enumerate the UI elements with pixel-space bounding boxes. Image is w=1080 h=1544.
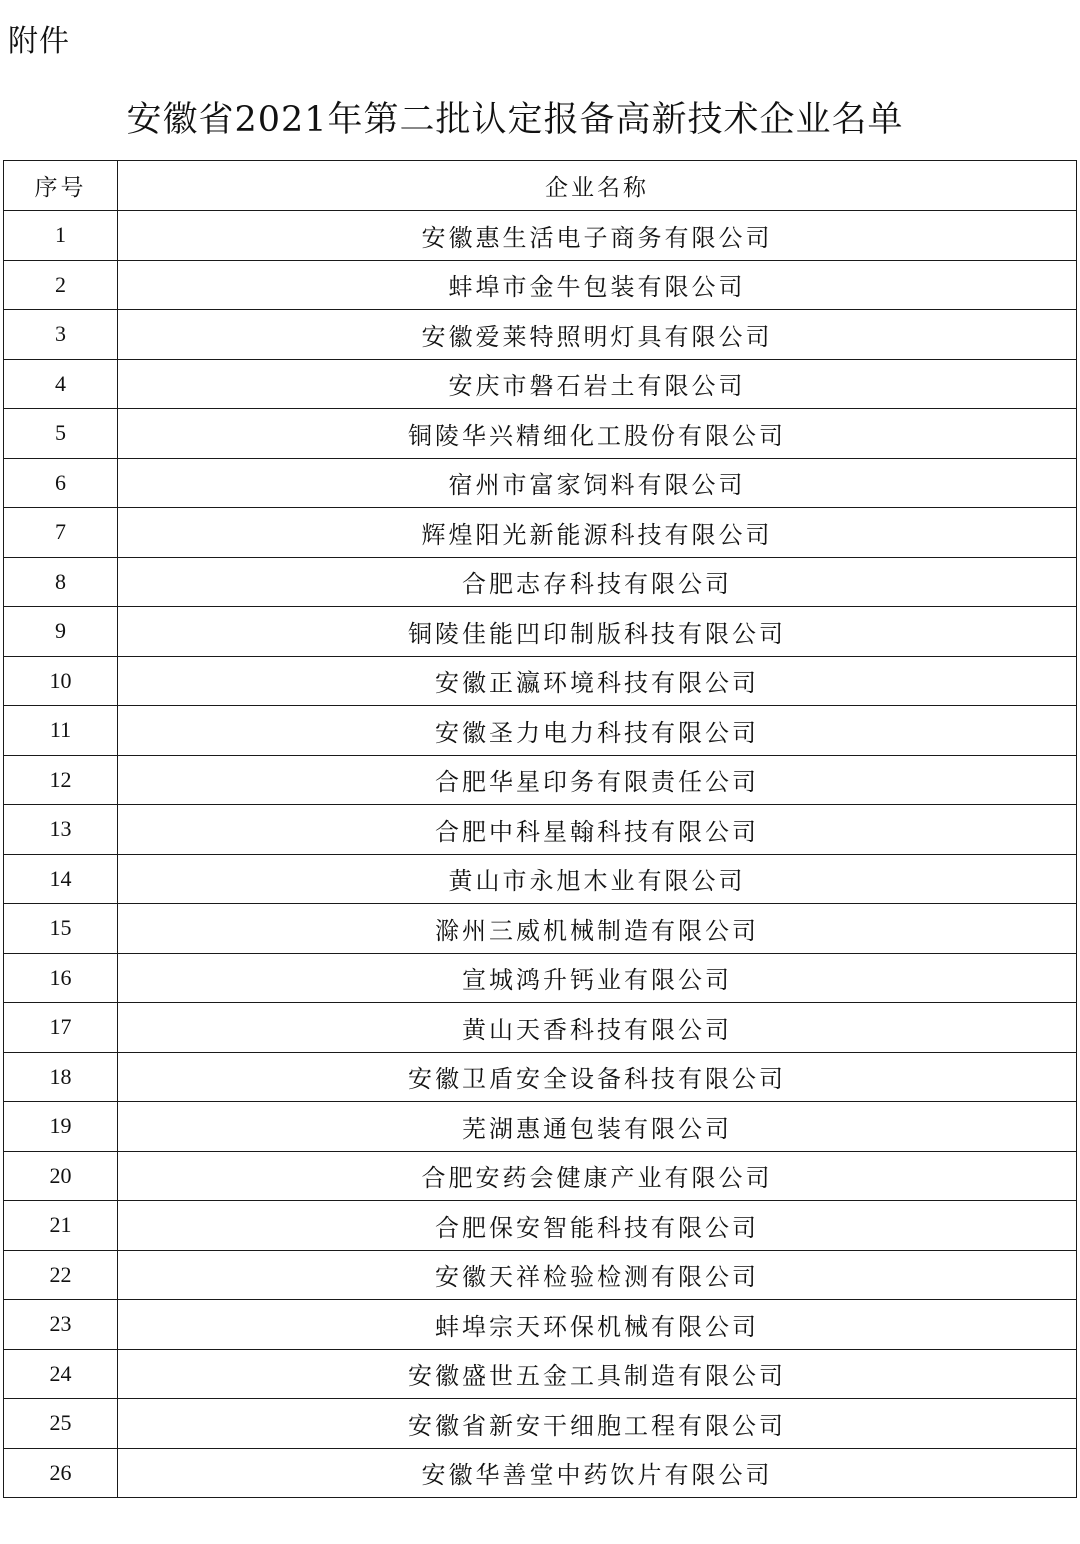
- row-company-name: 安徽惠生活电子商务有限公司: [118, 211, 1077, 261]
- row-seq: 14: [4, 854, 118, 904]
- row-seq: 1: [4, 211, 118, 261]
- row-seq: 21: [4, 1201, 118, 1251]
- table-row: [4, 1349, 1077, 1399]
- header-seq: 序号: [4, 161, 118, 211]
- row-company-name: 安徽正瀛环境科技有限公司: [118, 656, 1077, 706]
- table-header-row: [4, 161, 1077, 211]
- row-company-name: 滁州三威机械制造有限公司: [118, 904, 1077, 954]
- table-row: [4, 359, 1077, 409]
- table-header: [4, 161, 1077, 211]
- row-company-name: 安徽天祥检验检测有限公司: [118, 1250, 1077, 1300]
- row-company-name: 安庆市磐石岩土有限公司: [118, 359, 1077, 409]
- row-company-name: 合肥志存科技有限公司: [118, 557, 1077, 607]
- row-seq: 26: [4, 1448, 118, 1498]
- row-company-name: 合肥华星印务有限责任公司: [118, 755, 1077, 805]
- row-seq: 19: [4, 1102, 118, 1152]
- row-seq: 22: [4, 1250, 118, 1300]
- table-row: [4, 1448, 1077, 1498]
- table-row: [4, 458, 1077, 508]
- row-company-name: 黄山市永旭木业有限公司: [118, 854, 1077, 904]
- row-company-name: 合肥安药会健康产业有限公司: [118, 1151, 1077, 1201]
- row-company-name: 安徽圣力电力科技有限公司: [118, 706, 1077, 756]
- row-seq: 17: [4, 1003, 118, 1053]
- table-row: [4, 211, 1077, 261]
- row-company-name: 铜陵华兴精细化工股份有限公司: [118, 409, 1077, 459]
- row-seq: 5: [4, 409, 118, 459]
- row-company-name: 蚌埠市金牛包装有限公司: [118, 260, 1077, 310]
- row-seq: 18: [4, 1052, 118, 1102]
- table-row: [4, 557, 1077, 607]
- row-seq: 10: [4, 656, 118, 706]
- table-row: [4, 310, 1077, 360]
- table-row: [4, 755, 1077, 805]
- row-seq: 11: [4, 706, 118, 756]
- table-row: [4, 1300, 1077, 1350]
- table-row: [4, 904, 1077, 954]
- table-body: [4, 211, 1077, 1498]
- row-seq: 23: [4, 1300, 118, 1350]
- table-row: [4, 1250, 1077, 1300]
- row-seq: 12: [4, 755, 118, 805]
- table-row: [4, 656, 1077, 706]
- table-row: [4, 607, 1077, 657]
- company-table: [3, 160, 1077, 1498]
- row-company-name: 合肥中科星翰科技有限公司: [118, 805, 1077, 855]
- row-company-name: 安徽省新安干细胞工程有限公司: [118, 1399, 1077, 1449]
- table-row: [4, 1052, 1077, 1102]
- row-company-name: 芜湖惠通包装有限公司: [118, 1102, 1077, 1152]
- row-seq: 7: [4, 508, 118, 558]
- row-seq: 25: [4, 1399, 118, 1449]
- row-company-name: 合肥保安智能科技有限公司: [118, 1201, 1077, 1251]
- table-row: [4, 953, 1077, 1003]
- row-seq: 4: [4, 359, 118, 409]
- row-company-name: 黄山天香科技有限公司: [118, 1003, 1077, 1053]
- table-row: [4, 854, 1077, 904]
- row-company-name: 安徽华善堂中药饮片有限公司: [118, 1448, 1077, 1498]
- table-row: [4, 706, 1077, 756]
- table-row: [4, 409, 1077, 459]
- row-seq: 8: [4, 557, 118, 607]
- row-seq: 20: [4, 1151, 118, 1201]
- table-row: [4, 1399, 1077, 1449]
- row-seq: 9: [4, 607, 118, 657]
- row-seq: 24: [4, 1349, 118, 1399]
- row-company-name: 安徽卫盾安全设备科技有限公司: [118, 1052, 1077, 1102]
- row-seq: 13: [4, 805, 118, 855]
- row-seq: 3: [4, 310, 118, 360]
- table-row: [4, 1003, 1077, 1053]
- table-row: [4, 805, 1077, 855]
- row-seq: 16: [4, 953, 118, 1003]
- row-seq: 15: [4, 904, 118, 954]
- row-company-name: 安徽爱莱特照明灯具有限公司: [118, 310, 1077, 360]
- table-row: [4, 260, 1077, 310]
- row-company-name: 铜陵佳能凹印制版科技有限公司: [118, 607, 1077, 657]
- row-seq: 6: [4, 458, 118, 508]
- header-company-name: 企业名称: [118, 161, 1077, 211]
- table-row: [4, 1102, 1077, 1152]
- row-company-name: 蚌埠宗天环保机械有限公司: [118, 1300, 1077, 1350]
- table-row: [4, 508, 1077, 558]
- row-company-name: 宣城鸿升钙业有限公司: [118, 953, 1077, 1003]
- table-row: [4, 1201, 1077, 1251]
- row-company-name: 宿州市富家饲料有限公司: [118, 458, 1077, 508]
- page-title: 安徽省2021年第二批认定报备高新技术企业名单: [126, 100, 904, 140]
- attachment-label: 附件: [8, 24, 70, 59]
- row-seq: 2: [4, 260, 118, 310]
- row-company-name: 辉煌阳光新能源科技有限公司: [118, 508, 1077, 558]
- row-company-name: 安徽盛世五金工具制造有限公司: [118, 1349, 1077, 1399]
- table-row: [4, 1151, 1077, 1201]
